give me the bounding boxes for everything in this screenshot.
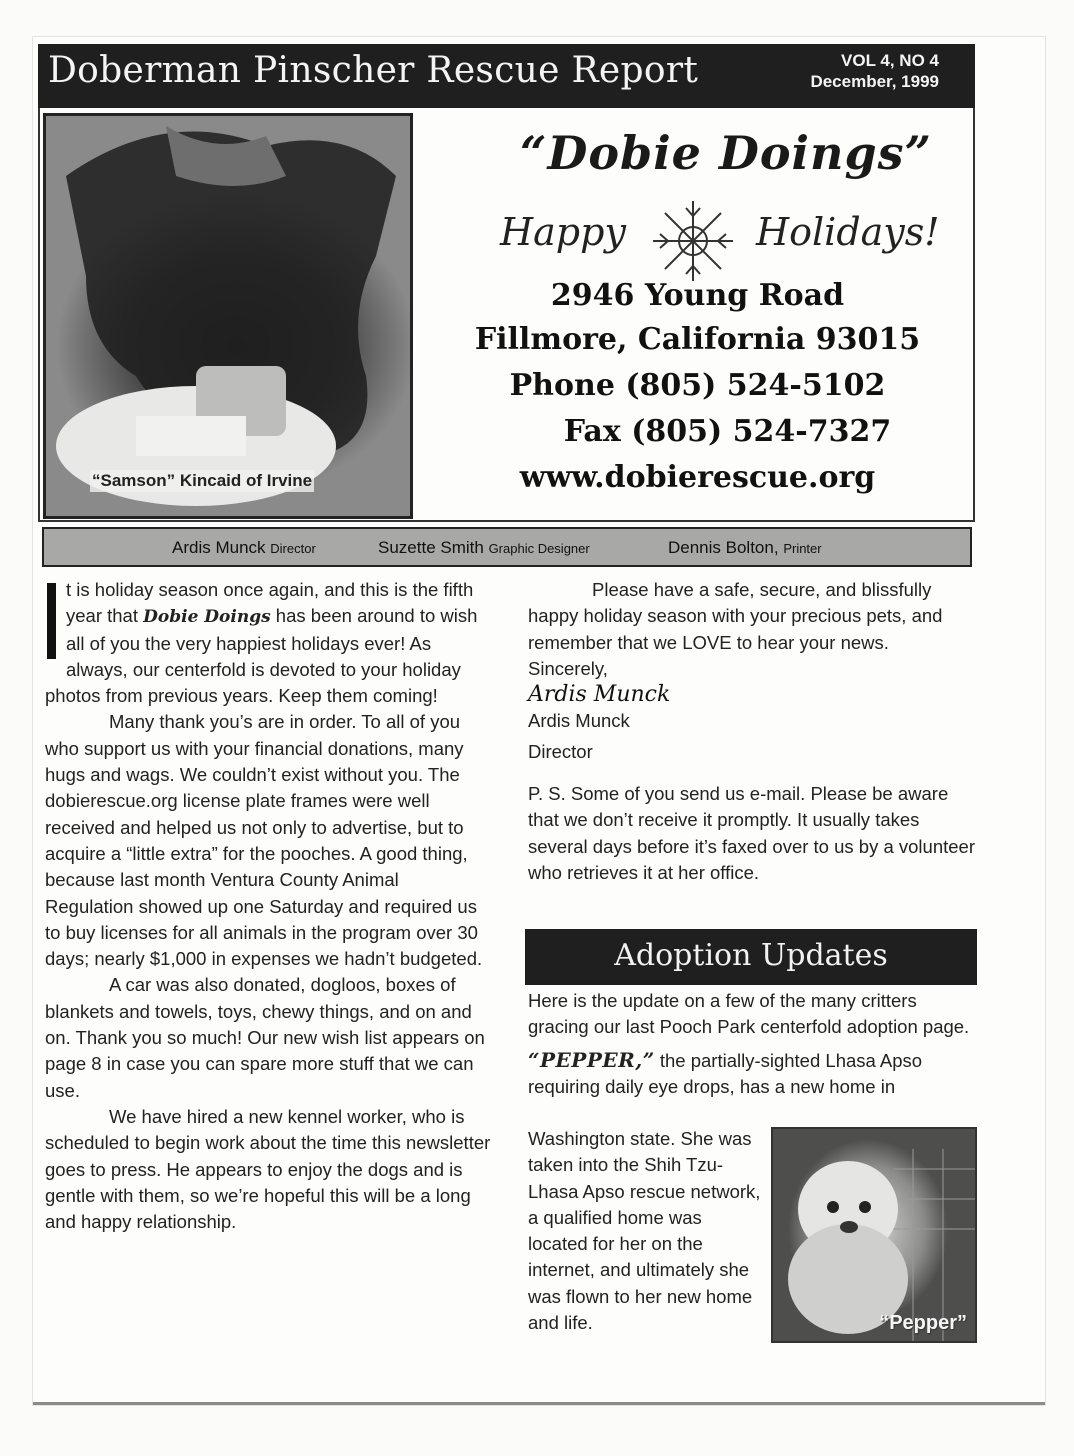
letter-paragraph: Many thank you’s are in order. To all of you who support us with your financial donations, many hugs and wags. We couldn’t exist without you. The dobierescue.org license plate frames were well received and helped us not only to advertise, but to acquire a “little extra” for the pooches. A good thing, because last month Ventura County Animal Regulation showed up one Saturday and required us to buy licenses for all animals in the program over 30 days; nearly $1,000 in expenses we hadn’t budgeted.	[45, 711, 483, 970]
letter-paragraph: A car was also donated, dogloos, boxes of blankets and towels, toys, chewy things, and on and on. Thank you so much! Our new wish list appears on page 8 in case you can spare more stuff that we can use.	[45, 974, 485, 1101]
volume-number: VOL 4, NO 4	[841, 51, 939, 70]
staff-director	[172, 538, 316, 558]
phone-number: Phone (805) 524-5102	[509, 368, 886, 403]
staff-credits-bar	[42, 527, 972, 567]
snowflake-icon	[648, 196, 738, 286]
website-url: www.dobierescue.org	[519, 460, 876, 495]
pepper-story-lead: “PEPPER,” the partially-sighted Lhasa Apso requiring daily eye drops, has a new home in	[528, 1047, 923, 1097]
postscript: P. S. Some of you send us e-mail. Please be aware that we don’t receive it promptly. It usually takes several days before it’s faxed over to us by a volunteer who retrieves it at her office.	[528, 783, 975, 883]
letter-right-column	[528, 577, 975, 886]
greeting-holidays: Holidays!	[756, 210, 940, 254]
drop-cap	[47, 583, 56, 659]
signature: Ardis Munck	[528, 682, 671, 708]
fax-number: Fax (805) 524-7327	[563, 414, 892, 449]
pepper-photo	[771, 1127, 977, 1343]
letter-paragraph: Please have a safe, secure, and blissfully happy holiday season with your precious pets, and remember that we LOVE to hear your news.	[528, 579, 943, 653]
staff-name: Ardis Munck	[172, 538, 266, 557]
staff-name: Suzette Smith	[378, 538, 484, 557]
issue-date: December, 1999	[810, 72, 939, 91]
signer-title: Director	[528, 740, 593, 762]
staff-name: Dennis Bolton,	[668, 538, 779, 557]
city-address: Fillmore, California 93015	[474, 322, 921, 357]
pepper-story-text: Washington state. She was taken into the Shih Tzu-Lhasa Apso rescue network, a qualified home was located for her on the internet, and ultimately she was flown to her new home and life.	[528, 1128, 761, 1334]
pepper-name: “PEPPER,”	[528, 1047, 655, 1072]
greeting-happy: Happy	[500, 210, 626, 254]
signer-name: Ardis Munck	[528, 710, 630, 732]
pepper-story	[528, 1126, 766, 1336]
adoption-intro-text: Here is the update on a few of the many critters gracing our last Pooch Park centerfold adoption page.	[528, 990, 970, 1038]
staff-printer	[668, 538, 822, 558]
dog-silhouette-image	[46, 116, 410, 516]
letter-closing: Sincerely,	[528, 657, 608, 679]
dobie-doings-logo: “Dobie Doings”	[520, 126, 932, 180]
letter-paragraph: t is holiday season once again, and this is the fifth year that Dobie Doings has been around to wish all of you the very happiest holidays ever! As always, our centerfold is devoted to your holiday photos from previous years. Keep them coming!	[45, 579, 478, 707]
street-address: 2946 Young Road	[550, 278, 845, 313]
samson-caption: “Samson” Kincaid of Irvine	[92, 471, 313, 490]
staff-role: Printer	[783, 541, 822, 556]
newsletter-title: Doberman Pinscher Rescue Report	[48, 50, 699, 91]
letter-left-column	[45, 577, 492, 1235]
samson-photo	[43, 113, 413, 519]
pepper-caption: “Pepper”	[879, 1312, 967, 1334]
letter-paragraph: We have hired a new kennel worker, who is scheduled to begin work about the time this newsletter goes to press. He appears to enjoy the dogs and is gentle with them, so we’re hopeful this will be a long and happy relationship.	[45, 1105, 491, 1233]
staff-role: Director	[270, 541, 316, 556]
staff-designer	[378, 538, 590, 558]
page-edge	[33, 1402, 1045, 1405]
small-dog-image	[773, 1129, 975, 1341]
adoption-intro	[528, 988, 975, 1100]
masthead	[38, 44, 975, 108]
dobie-doings-inline: Dobie Doings	[143, 607, 271, 628]
issue-info	[810, 50, 939, 92]
staff-role: Graphic Designer	[488, 541, 590, 556]
adoption-updates-heading: Adoption Updates	[525, 929, 977, 985]
